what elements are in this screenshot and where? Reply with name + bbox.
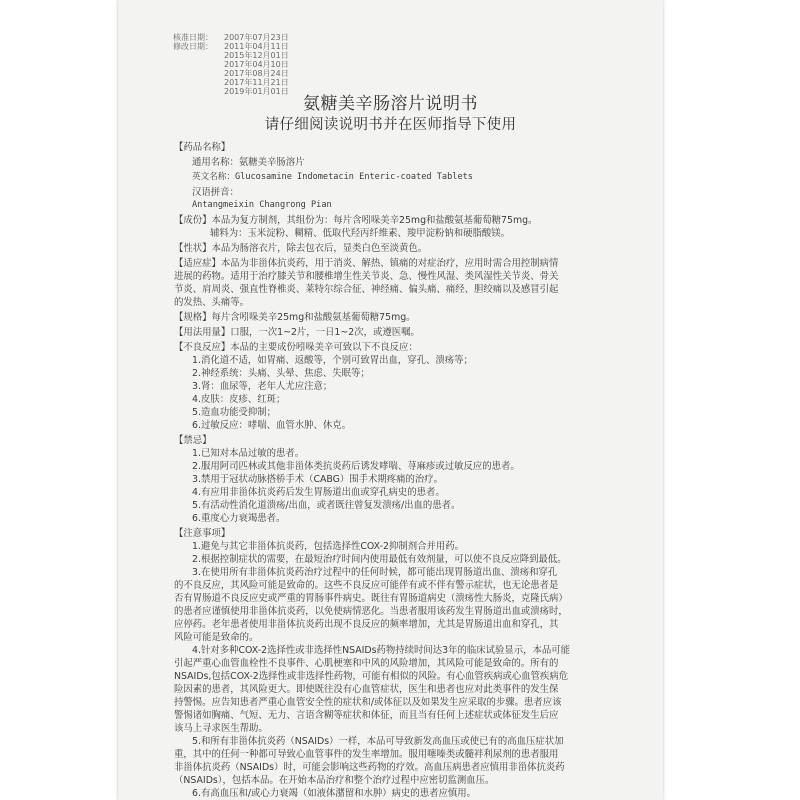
- english-name: [174, 171, 644, 184]
- instruction-sheet: [118, 0, 663, 800]
- text-line: 【性状】本品为肠溶衣片，除去包衣后，显类白色至淡黄色。: [174, 243, 428, 254]
- contraindications-section: [174, 434, 644, 525]
- revision-date-row: [173, 42, 289, 51]
- text-line: 风险可能是致命的。: [174, 632, 259, 643]
- approval-date-label: 核准日期：: [173, 33, 213, 42]
- text-line: NSAIDs,包括COX-2选择性或非选择性药物，可能有相似的风险。有心血管疾病或心血管疾病危: [174, 671, 569, 682]
- revision-date-row: [173, 51, 289, 60]
- text-line: 英文名称：Glucosamine Indometacin Enteric-coated Tablets: [192, 172, 473, 182]
- precautions-section: [174, 527, 644, 800]
- text-line: Antangmeixin Changrong Pian: [192, 200, 332, 210]
- revision-date-value: 2015年12月01日: [224, 51, 289, 60]
- specification-section: [174, 311, 644, 324]
- text-line: （NSAIDs），包括本品。在开始本品治疗和整个治疗过程中应密切监测血压。: [174, 775, 495, 786]
- approval-date-value: 2007年07月23日: [224, 33, 289, 42]
- text-line: 2.根据控制症状的需要，在最短治疗时间内使用最低有效剂量，可以使不良反应降到最低。: [192, 554, 567, 565]
- description-section: [174, 242, 644, 255]
- text-line: 2.神经系统：头痛、头晕、焦虑、失眠等；: [192, 368, 370, 379]
- text-line: 5.有活动性消化道溃疡/出血，或者既往曾复发溃疡/出血的患者。: [192, 500, 461, 511]
- document-body: [174, 139, 644, 800]
- text-line: 汉语拼音：: [192, 187, 239, 198]
- text-line: 应停药。老年患者使用非甾体抗炎药出现不良反应的频率增加，尤其是胃肠道出血和穿孔，其: [174, 619, 559, 630]
- text-line: 非甾体抗炎药（NSAIDs）时，可能会影响这些药物的疗效。高血压病患者应慎用非甾体抗炎药: [174, 762, 565, 773]
- text-line: 4.皮肤：皮疹、红斑；: [192, 394, 286, 405]
- revision-date-value: 2019年01月01日: [224, 87, 289, 96]
- text-line: 3.禁用于冠状动脉搭桥手术（CABG）围手术期疼痛的治疗。: [192, 474, 444, 485]
- text-line: 5.造血功能受抑制；: [192, 407, 276, 418]
- text-line: 【适应症】本品为非甾体抗炎药，用于消炎、解热、镇痛的对症治疗，应用时需合用控制病情: [174, 258, 559, 269]
- text-line: 【用法用量】口服，一次1~2片，一日1~2次，或遵医嘱。: [174, 327, 420, 338]
- text-line: 【注意事项】: [174, 528, 231, 539]
- text-line: 5.和所有非甾体抗炎药（NSAIDs）一样，本品可导致新发高血压或使已有的高血压症状加: [192, 736, 564, 747]
- adverse-reactions-section: [174, 341, 644, 432]
- revision-date-value: 2017年04月10日: [224, 60, 289, 69]
- revision-date-row: [173, 78, 289, 87]
- document-subtitle: 请仔细阅读说明书并在医师指导下使用: [264, 117, 517, 133]
- text-line: 3.在使用所有非甾体抗炎药治疗过程中的任何时候，都可能出现胃肠道出血、溃疡和穿孔: [192, 567, 558, 578]
- composition-section: [174, 214, 644, 240]
- text-line: 4.针对多种COX-2选择性或非选择性NSAIDs药物持续时间达3年的临床试验显示，本品可能: [192, 645, 570, 656]
- text-line: 【不良反应】本品的主要成份吲哚美辛可致以下不良反应：: [174, 342, 418, 353]
- text-line: 进展的药物。适用于治疗膝关节和腰椎增生性关节炎、急、慢性风湿、类风湿性关节炎、骨关: [174, 271, 559, 282]
- text-line: 警惕诸如胸痛、气短、无力、言语含糊等症状和体征，而且当有任何上述症状或体征发生后应: [174, 710, 559, 721]
- text-line: 2.服用阿司匹林或其他非甾体类抗炎药后诱发哮喘、荨麻疹或过敏反应的患者。: [192, 461, 520, 472]
- indications-section: [174, 257, 644, 309]
- text-line: 的患者应谨慎使用非甾体抗炎药，以免使病情恶化。当患者服用该药发生胃肠道出血或溃疡时，: [174, 606, 568, 617]
- text-line: 3.肾：血尿等，老年人尤应注意；: [192, 381, 333, 392]
- text-line: 6.有高血压和/或心力衰竭（如液体潴留和水肿）病史的患者应慎用。: [192, 788, 476, 799]
- text-line: 节炎、肩周炎、强直性脊椎炎、莱特尔综合征、神经痛、偏头痛、痛经、胆绞痛以及感冒引起: [174, 284, 559, 295]
- text-line: 【药品名称】: [174, 142, 231, 153]
- document-title: 氨糖美辛肠溶片说明书: [303, 94, 478, 114]
- text-line: 的不良反应，其风险可能是致命的。这些不良反应可能伴有或不伴有警示症状，也无论患者是: [174, 580, 559, 591]
- text-line: 1.已知对本品过敏的患者。: [192, 448, 305, 459]
- text-line: 1.避免与其它非甾体抗炎药，包括选择性COX-2抑制剂合并用药。: [192, 541, 464, 552]
- text-line: 辅料为：玉米淀粉、糊精、低取代羟丙纤维素、羧甲淀粉钠和硬脂酸镁。: [210, 228, 511, 239]
- revision-dates-block: [173, 33, 289, 96]
- revision-date-value: 2011年04月11日: [224, 42, 289, 51]
- revision-date-row: [173, 60, 289, 69]
- text-line: 重，其中的任何一种都可导致心血管事件的发生率增加。服用噻嗪类或髓袢利尿剂的患者服用: [174, 749, 559, 760]
- text-line: 【规格】每片含吲哚美辛25mg和盐酸氨基葡萄糖75mg。: [174, 312, 416, 323]
- text-line: 6.过敏反应：哮喘、血管水肿、休克。: [192, 420, 351, 431]
- text-line: 通用名称：氨糖美辛肠溶片: [192, 157, 305, 168]
- text-line: 持警惕。应告知患者严重心血管安全性的症状和/或体征以及如果发生应采取的步骤。患者应该: [174, 697, 562, 708]
- text-line: 6.重度心力衰竭患者。: [192, 513, 286, 524]
- drug-name-heading: [174, 141, 644, 154]
- revision-date-label: 修改日期：: [173, 42, 213, 51]
- text-line: 险因素的患者，其风险更大。即使既往没有心血管症状，医生和患者也应对此类事件的发生保: [174, 684, 559, 695]
- revision-date-value: 2017年11月21日: [224, 78, 289, 87]
- revision-date-value: 2017年08月24日: [224, 69, 289, 78]
- text-line: 1.消化道不适，如胃痛、返酸等，个别可致胃出血，穿孔、溃疡等；: [192, 355, 473, 366]
- revision-date-row: [173, 69, 289, 78]
- approval-date-row: [173, 33, 289, 42]
- pinyin-name: [174, 186, 644, 212]
- text-line: 该马上寻求医生帮助。: [174, 723, 268, 734]
- text-line: 否有胃肠道不良反应史或严重的胃肠事件病史。既往有胃肠道病史（溃疡性大肠炎，克隆氏病）: [174, 593, 568, 604]
- text-line: 引起严重心血管血栓性不良事件、心肌梗塞和中风的风险增加，其风险可能是致命的。所有的: [174, 658, 559, 669]
- dosage-section: [174, 326, 644, 339]
- text-line: 【成份】本品为复方制剂，其组份为：每片含吲哚美辛25mg和盐酸氨基葡萄糖75mg。: [174, 215, 538, 226]
- text-line: 【禁忌】: [174, 435, 212, 446]
- text-line: 的发热、头痛等。: [174, 297, 250, 308]
- generic-name: [174, 156, 644, 169]
- text-line: 4.有应用非甾体抗炎药后发生胃肠道出血或穿孔病史的患者。: [192, 487, 445, 498]
